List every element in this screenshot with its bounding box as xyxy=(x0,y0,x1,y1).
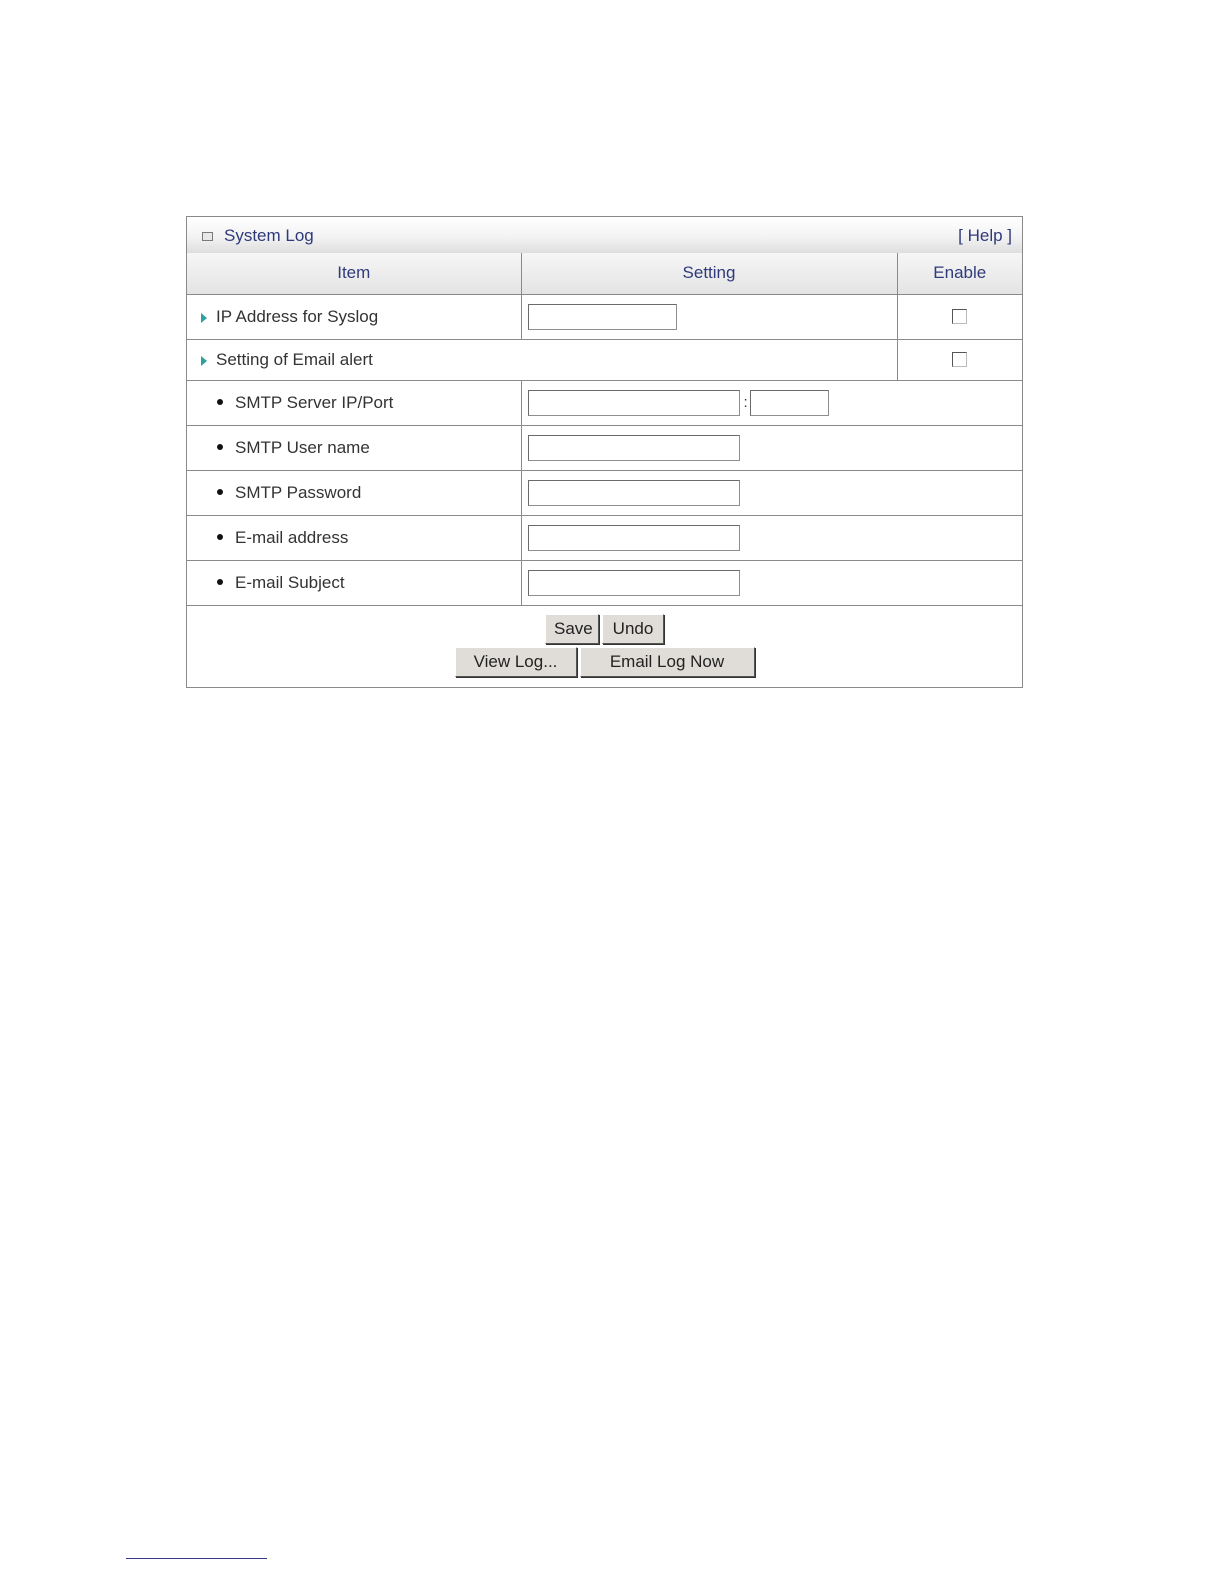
email-subject-label: E-mail Subject xyxy=(235,572,345,592)
help-link[interactable]: [ Help ] xyxy=(958,226,1012,245)
ip-syslog-input[interactable] xyxy=(528,304,677,330)
email-alert-enable-checkbox[interactable] xyxy=(952,352,967,367)
item-cell xyxy=(187,339,897,380)
email-address-label: E-mail address xyxy=(235,527,349,547)
view-log-button[interactable]: View Log... xyxy=(455,647,577,677)
bullet-icon xyxy=(217,399,223,405)
table-row-email-address xyxy=(187,515,1022,560)
enable-cell xyxy=(897,294,1022,339)
setting-cell xyxy=(521,425,1022,470)
panel-title: System Log xyxy=(224,226,314,245)
footnote-divider xyxy=(126,1558,267,1559)
table-header-row xyxy=(187,253,1022,294)
smtp-server-port-input[interactable] xyxy=(750,390,829,416)
settings-table xyxy=(187,253,1022,689)
bullet-icon xyxy=(217,579,223,585)
setting-cell xyxy=(521,380,1022,425)
table-row-smtp-server xyxy=(187,380,1022,425)
enable-cell xyxy=(897,339,1022,380)
setting-cell xyxy=(521,515,1022,560)
smtp-password-label: SMTP Password xyxy=(235,482,362,502)
port-separator: : xyxy=(743,394,748,411)
column-header-enable: Enable xyxy=(897,253,1022,294)
smtp-user-label: SMTP User name xyxy=(235,437,370,457)
bullet-icon xyxy=(217,444,223,450)
item-cell xyxy=(187,470,521,515)
item-cell xyxy=(187,515,521,560)
email-address-input[interactable] xyxy=(528,525,740,551)
column-header-setting: Setting xyxy=(521,253,897,294)
arrow-right-icon xyxy=(201,356,207,366)
undo-button[interactable]: Undo xyxy=(602,614,664,644)
email-alert-label: Setting of Email alert xyxy=(216,349,373,369)
setting-cell xyxy=(521,560,1022,605)
button-cell xyxy=(187,605,1022,689)
item-cell xyxy=(187,380,521,425)
email-log-now-button[interactable]: Email Log Now xyxy=(580,647,755,677)
primary-button-group xyxy=(187,614,1022,644)
log-button-group xyxy=(187,647,1022,677)
column-header-item: Item xyxy=(187,253,521,294)
panel-title-bar xyxy=(187,217,1022,254)
system-log-panel xyxy=(186,216,1023,688)
bullet-icon xyxy=(217,489,223,495)
table-row-ip-syslog xyxy=(187,294,1022,339)
table-row-email-subject xyxy=(187,560,1022,605)
ip-syslog-enable-checkbox[interactable] xyxy=(952,309,967,324)
smtp-server-label: SMTP Server IP/Port xyxy=(235,392,394,412)
setting-cell xyxy=(521,294,897,339)
table-row-email-alert xyxy=(187,339,1022,380)
button-row xyxy=(187,605,1022,689)
bullet-icon xyxy=(217,534,223,540)
smtp-user-input[interactable] xyxy=(528,435,740,461)
smtp-server-ip-input[interactable] xyxy=(528,390,740,416)
window-icon xyxy=(202,232,213,241)
item-cell xyxy=(187,294,521,339)
arrow-right-icon xyxy=(201,313,207,323)
ip-syslog-label: IP Address for Syslog xyxy=(216,306,379,326)
item-cell xyxy=(187,560,521,605)
table-row-smtp-user xyxy=(187,425,1022,470)
item-cell xyxy=(187,425,521,470)
smtp-password-input[interactable] xyxy=(528,480,740,506)
save-button[interactable]: Save xyxy=(545,614,599,644)
table-row-smtp-password xyxy=(187,470,1022,515)
setting-cell xyxy=(521,470,1022,515)
email-subject-input[interactable] xyxy=(528,570,740,596)
